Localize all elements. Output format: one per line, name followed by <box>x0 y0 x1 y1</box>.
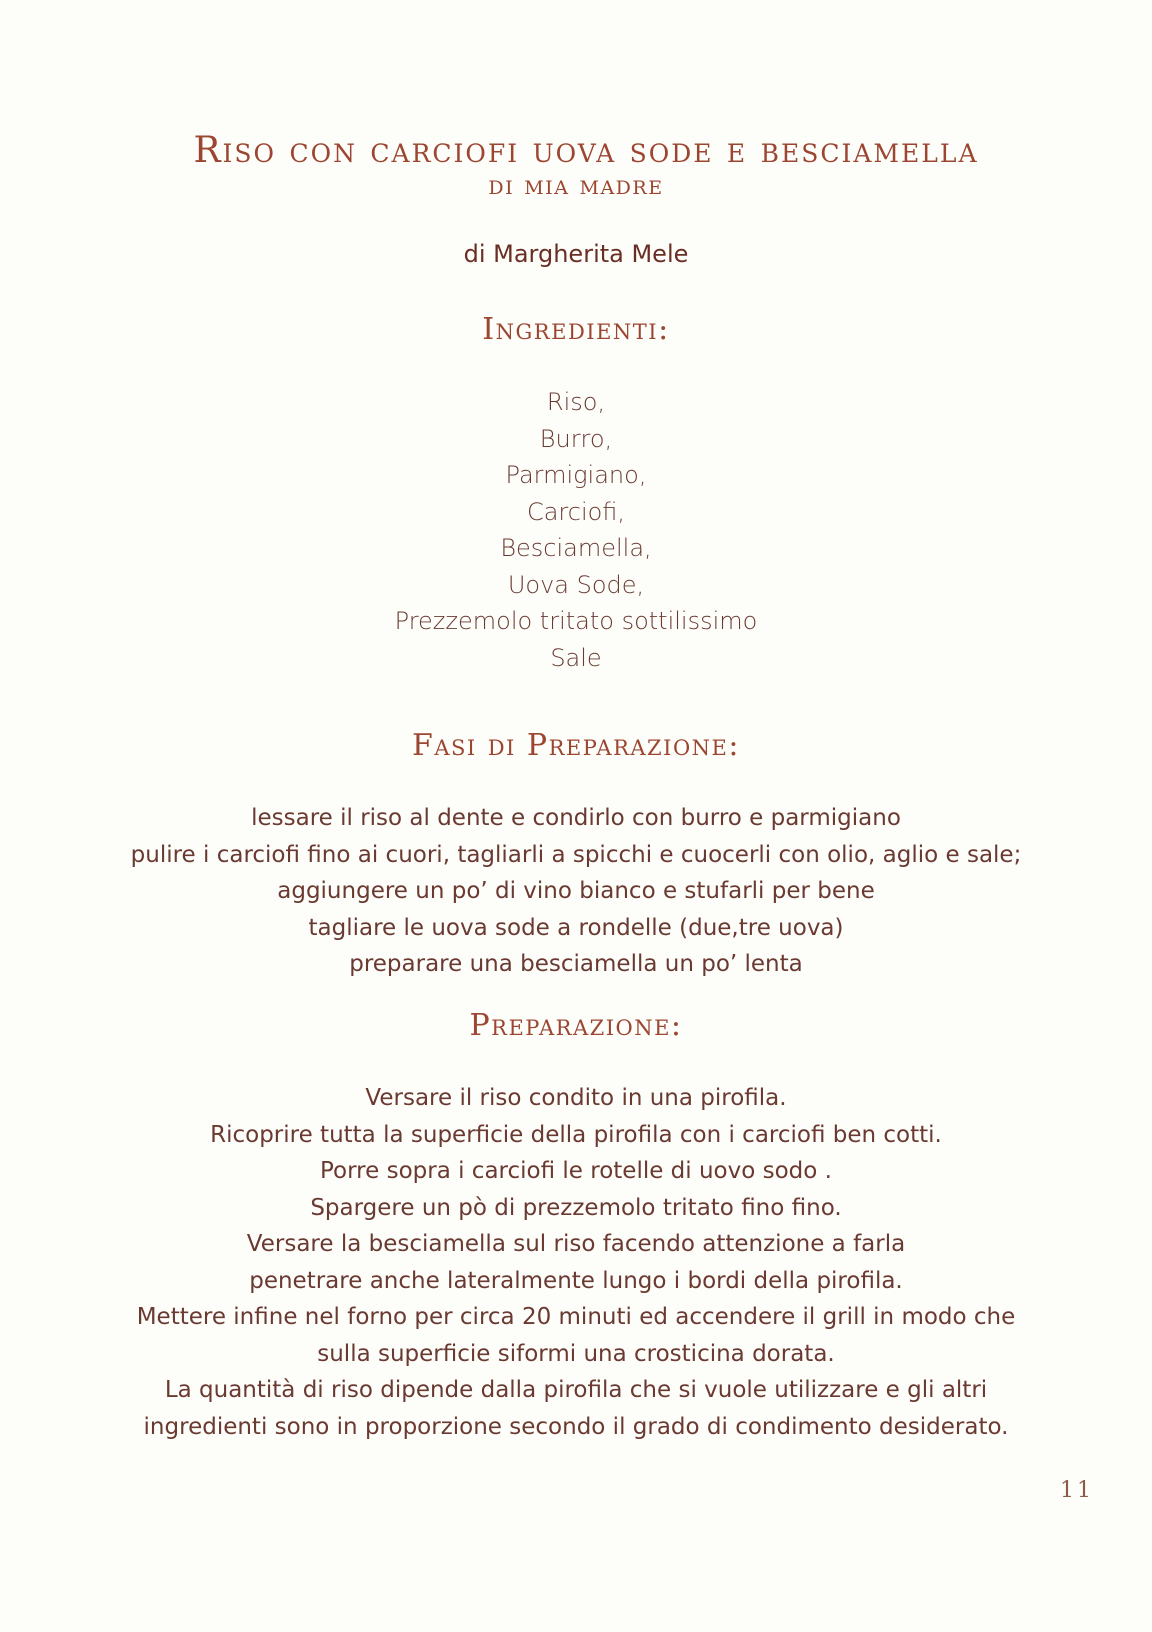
phase-line: tagliare le uova sode a rondelle (due,tre uova) <box>308 914 844 941</box>
ingredient-item: Prezzemolo tritato sottilissimo <box>394 607 758 635</box>
phases-heading: Fasi di Preparazione: <box>412 728 740 763</box>
preparation-line: sulla superficie siformi una crosticina dorata. <box>317 1340 835 1367</box>
recipe-author: di Margherita Mele <box>463 240 689 268</box>
phase-line: lessare il riso al dente e condirlo con burro e parmigiano <box>251 805 901 831</box>
preparation-line: Porre sopra i carciofi le rotelle di uovo sodo . <box>320 1158 832 1184</box>
preparation-line: La quantità di riso dipende dalla pirofila che si vuole utilizzare e gli altri <box>164 1377 988 1403</box>
ingredient-item: Parmigiano, <box>505 461 647 489</box>
preparation-text <box>0 1080 1152 1445</box>
preparation-line: ingredienti sono in proporzione secondo il grado di condimento desiderato. <box>143 1413 1009 1440</box>
preparation-line: Spargere un pò di prezzemolo tritato fino fino. <box>310 1194 842 1221</box>
phase-line: preparare una besciamella un po’ lenta <box>349 951 803 977</box>
phases-list <box>0 800 1152 983</box>
preparation-line: penetrare anche lateralmente lungo i bordi della pirofila. <box>249 1267 903 1294</box>
ingredient-item: Uova Sode, <box>507 570 645 599</box>
ingredient-item: Riso, <box>546 388 606 416</box>
phase-line: pulire i carciofi fino ai cuori, tagliarli a spicchi e cuocerli con olio, aglio e sale; <box>130 841 1022 868</box>
recipe-subtitle: di mia madre <box>488 170 664 201</box>
preparation-heading: Preparazione: <box>469 1008 683 1043</box>
ingredient-item: Carciofi, <box>526 497 626 526</box>
phase-line: aggiungere un po’ di vino bianco e stufarli per bene <box>277 878 875 904</box>
ingredients-list <box>0 384 1152 676</box>
preparation-line: Mettere infine nel forno per circa 20 minuti ed accendere il grill in modo che <box>136 1304 1016 1330</box>
ingredient-item: Besciamella, <box>500 534 652 562</box>
preparation-line: Ricoprire tutta la superficie della pirofila con i carciofi ben cotti. <box>210 1121 942 1148</box>
page-number: 11 <box>1060 1478 1094 1503</box>
recipe-title: Riso con carciofi uova sode e besciamella <box>193 130 979 171</box>
preparation-line: Versare la besciamella sul riso facendo attenzione a farla <box>246 1231 906 1257</box>
ingredient-item: Burro, <box>539 424 613 453</box>
ingredients-heading: Ingredienti: <box>482 312 670 347</box>
ingredient-item: Sale <box>550 643 602 672</box>
preparation-line: Versare il riso condito in una pirofila. <box>365 1085 787 1111</box>
